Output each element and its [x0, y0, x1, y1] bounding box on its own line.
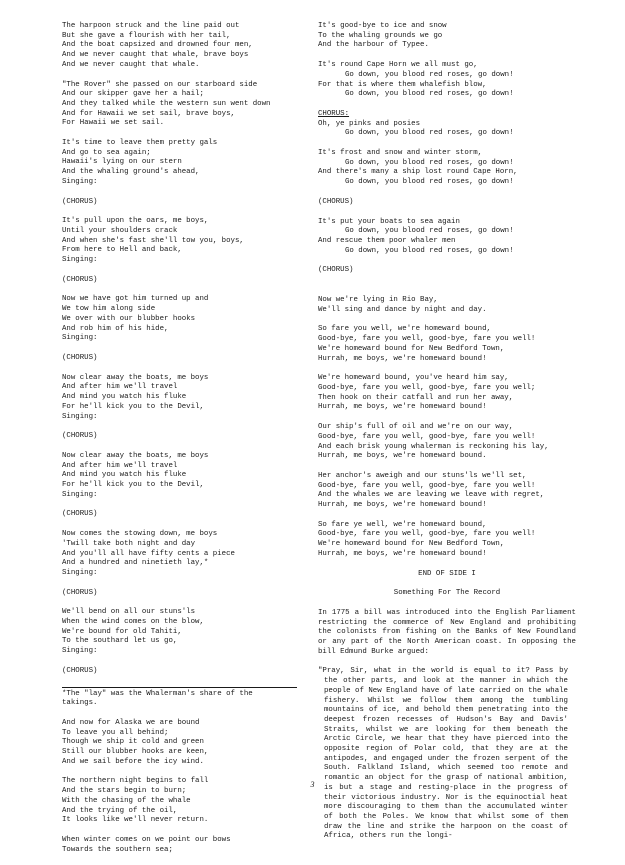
verse-line: Singing: [62, 568, 98, 577]
verse-line: And we never caught that whale. [62, 60, 200, 69]
verse-line: It's round Cape Horn we all must go, [318, 61, 478, 70]
verse-stanza [62, 81, 307, 130]
chorus-heading: CHORUS: [318, 109, 350, 118]
verse-line: It looks like we'll never return. [62, 816, 209, 825]
verse-line: And after him we'll travel [62, 461, 178, 470]
verse-line: Now we're lying in Rio Bay, [318, 296, 438, 305]
spacer [318, 286, 576, 296]
verse-line: We tow him along side [62, 305, 156, 314]
verse-line: And the whaling ground's ahead, [62, 168, 200, 177]
verse-stanza [62, 452, 307, 501]
verse-line: Singing: [62, 647, 98, 656]
verse-line: Good-bye, fare you well, good-bye, fare you well; [318, 383, 536, 392]
verse-stanza [62, 719, 307, 768]
verse-line: Go down, you blood red roses, go down! [345, 227, 514, 236]
verse-line: Her anchor's aweigh and our stuns'ls we'll set, [318, 471, 527, 480]
verse-line: And you'll all have fifty cents a piece [62, 549, 235, 558]
verse-stanza [318, 149, 576, 188]
verse-line: It's pull upon the oars, me boys, [62, 217, 209, 226]
chorus-stanza [318, 110, 576, 139]
verse-line: We're bound for old Tahiti, [62, 627, 182, 636]
verse-line: With the chasing of the whale [62, 796, 191, 805]
verse-line: So fare ye well, we're homeward bound, [318, 520, 487, 529]
verse-line: And there's many a ship lost round Cape Horn, [318, 168, 518, 177]
prose-paragraph: In 1775 a bill was introduced into the English Parliament restricting the commerce of New England and prohibiting the colonists from fishing on the Banks of New Foundland or any part of the North American coast. In opposing the bill Edmund Burke argued: [318, 608, 576, 656]
verse-line: For he'll kick you to the Devil, [62, 481, 204, 490]
left-column [62, 22, 307, 865]
verse-line: "The Rover" she passed on our starboard side [62, 80, 258, 89]
verse-line: Singing: [62, 177, 98, 186]
verse-line: For he'll kick you to the Devil, [62, 402, 204, 411]
chorus-marker: (CHORUS) [62, 432, 98, 441]
verse-line: Singing: [62, 256, 98, 265]
verse-stanza [318, 61, 576, 100]
verse-stanza [62, 295, 307, 344]
verse-line: Go down, you blood red roses, go down! [345, 129, 514, 138]
verse-stanza [318, 521, 576, 560]
verse-line: We over with our blubber hooks [62, 314, 196, 323]
verse-line: Now comes the stowing down, me boys [62, 530, 218, 539]
chorus-marker: (CHORUS) [62, 588, 98, 597]
verse-line: Hurrah, me boys, we're homeward bound! [318, 549, 487, 558]
verse-line: Go down, you blood red roses, go down! [345, 90, 514, 99]
verse-stanza [318, 22, 576, 51]
verse-line: Now clear away the boats, me boys [62, 451, 209, 460]
verse-line: Towards the southern sea; [62, 845, 173, 854]
verse-line: Now we have got him turned up and [62, 295, 209, 304]
verse-stanza [62, 22, 307, 71]
verse-line: And go to sea again; [62, 148, 151, 157]
verse-line: And the trying of the oil, [62, 806, 178, 815]
verse-line: Hawaii's lying on our stern [62, 158, 182, 167]
verse-line: And mind you watch his fluke [62, 393, 187, 402]
verse-stanza [318, 423, 576, 462]
verse-line: It's good-bye to ice and snow [318, 22, 447, 30]
verse-line: It's frost and snow and winter storm, [318, 149, 483, 158]
section-heading: END OF SIDE I [418, 569, 476, 578]
verse-line: Go down, you blood red roses, go down! [345, 158, 514, 167]
verse-line: And the harbour of Typee. [318, 41, 429, 50]
chorus-marker: (CHORUS) [62, 666, 98, 675]
verse-line: For Hawaii we set sail. [62, 119, 165, 128]
verse-line: We'll bend on all our stuns'ls [62, 608, 196, 617]
footnote [62, 690, 307, 709]
verse-line: And the boat capsized and drowned four men, [62, 41, 253, 50]
verse-line: Hurrah, me boys, we're homeward bound! [318, 354, 487, 363]
verse-line: Hurrah, me boys, we're homeward bound. [318, 452, 487, 461]
verse-stanza [62, 139, 307, 188]
verse-line: And we sail before the icy wind. [62, 757, 204, 766]
verse-line: So fare you well, we're homeward bound, [318, 325, 491, 334]
verse-stanza [318, 325, 576, 364]
verse-line: Singing: [62, 412, 98, 421]
verse-line: To leave you all behind; [62, 728, 169, 737]
verse-line: It's time to leave them pretty gals [62, 139, 218, 148]
verse-line: Go down, you blood red roses, go down! [345, 246, 514, 255]
verse-stanza [318, 472, 576, 511]
verse-stanza [318, 218, 576, 257]
verse-line: Hurrah, me boys, we're homeward bound! [318, 501, 487, 510]
verse-line: Still our blubber hooks are keen, [62, 748, 209, 757]
verse-stanza [62, 530, 307, 579]
verse-line: And we never caught that whale, brave boys [62, 51, 249, 60]
verse-line: Good-bye, fare you well, good-bye, fare you well! [318, 335, 536, 344]
verse-line: Now clear away the boats, me boys [62, 373, 209, 382]
verse-line: Until your shoulders crack [62, 226, 178, 235]
verse-stanza [62, 836, 307, 855]
verse-line: Singing: [62, 334, 98, 343]
verse-stanza [318, 374, 576, 413]
verse-line: To the southard let us go, [62, 637, 178, 646]
verse-line: Though we ship it cold and green [62, 738, 204, 747]
verse-line: We'll sing and dance by night and day. [318, 305, 487, 314]
verse-stanza [62, 217, 307, 266]
verse-line: When the wind comes on the blow, [62, 618, 204, 627]
verse-line: We're homeward bound for New Bedford Town, [318, 344, 505, 353]
verse-line: But she gave a flourish with her tail, [62, 31, 231, 40]
footnote-divider [62, 687, 297, 688]
verse-line: Go down, you blood red roses, go down! [345, 178, 514, 187]
verse-line: Go down, you blood red roses, go down! [345, 70, 514, 79]
verse-stanza [62, 608, 307, 657]
verse-line: And a hundred and ninetieth lay,* [62, 559, 209, 568]
verse-line: takings. [62, 699, 98, 708]
right-column [318, 22, 576, 852]
verse-line: *The "lay" was the Whalerman's share of the [62, 689, 253, 698]
burke-quote: "Pray, Sir, what in the world is equal to it? Pass by the other parts, and look at the manner in which the people of New England have of late carried on the whale fishery. Whilst we follow them among the tumbling mountains of ice, and behold them penetrating into the deepest frozen recesses of Hudson's Bay and Davis' Straits, whilst we are looking for them beneath the Arctic Circle, we hear that they have pierced into the opposite region of Polar cold, that they are at the antipodes, and engaged under the frozen serpent of the South. Falkland Island, which seemed too remote and romantic an object for the grasp of national ambition, is but a stage and resting-place in the progress of their victorious industry. Nor is the equinoctial heat more discouraging to them than the accumulated winter of both the Poles. We know that whilst some of them draw the line and strike the harpoon on the coast of Africa, others run the longi- [318, 667, 568, 841]
verse-line: And after him we'll travel [62, 383, 178, 392]
chorus-marker: (CHORUS) [62, 510, 98, 519]
verse-line: Good-bye, fare you well, good-bye, fare you well! [318, 530, 536, 539]
verse-stanza [318, 296, 576, 315]
verse-line: And the stars begin to burn; [62, 787, 187, 796]
verse-line: The northern night begins to fall [62, 777, 209, 786]
verse-line: And when she's fast she'll tow you, boys, [62, 236, 244, 245]
verse-line: Our ship's full of oil and we're on our way, [318, 423, 514, 432]
verse-line: Singing: [62, 490, 98, 499]
verse-line: And rescue them poor whaler men [318, 236, 456, 245]
verse-stanza [62, 374, 307, 423]
chorus-marker: (CHORUS) [318, 266, 354, 275]
verse-line: Then hook on their catfall and run her away, [318, 393, 514, 402]
verse-line: Good-bye, fare you well, good-bye, fare you well! [318, 481, 536, 490]
verse-line: From here to Hell and back, [62, 246, 182, 255]
verse-line: And rob him of his hide, [62, 324, 169, 333]
verse-line: Good-bye, fare you well, good-bye, fare you well! [318, 432, 536, 441]
verse-line: For that is where them whalefish blow, [318, 80, 487, 89]
verse-line: The harpoon struck and the line paid out [62, 22, 240, 30]
verse-line: And each brisk young whalerman is reckoning his lay, [318, 442, 549, 451]
verse-line: And they talked while the western sun went down [62, 99, 271, 108]
verse-line: When winter comes on we point our bows [62, 836, 231, 844]
verse-line: 'Twill take both night and day [62, 539, 196, 548]
verse-line: And for Hawaii we set sail, brave boys, [62, 109, 235, 118]
verse-line: To the whaling grounds we go [318, 31, 443, 40]
verse-line: And our skipper gave her a hail; [62, 90, 204, 99]
verse-line: And mind you watch his fluke [62, 471, 187, 480]
chorus-marker: (CHORUS) [62, 275, 98, 284]
chorus-marker: (CHORUS) [62, 353, 98, 362]
verse-line: And the whales we are leaving we leave with regret, [318, 491, 545, 500]
verse-line: Oh, ye pinks and posies [318, 119, 421, 128]
verse-line: It's put your boats to sea again [318, 217, 460, 226]
verse-line: We're homeward bound for New Bedford Town, [318, 540, 505, 549]
page-number: 3 [310, 780, 315, 789]
chorus-marker: (CHORUS) [62, 197, 98, 206]
verse-line: Hurrah, me boys, we're homeward bound! [318, 403, 487, 412]
verse-line: We're homeward bound, you've heard him say, [318, 374, 509, 383]
verse-line: And now for Alaska we are bound [62, 718, 200, 727]
chorus-marker: (CHORUS) [318, 197, 354, 206]
section-heading: Something For The Record [393, 589, 501, 598]
